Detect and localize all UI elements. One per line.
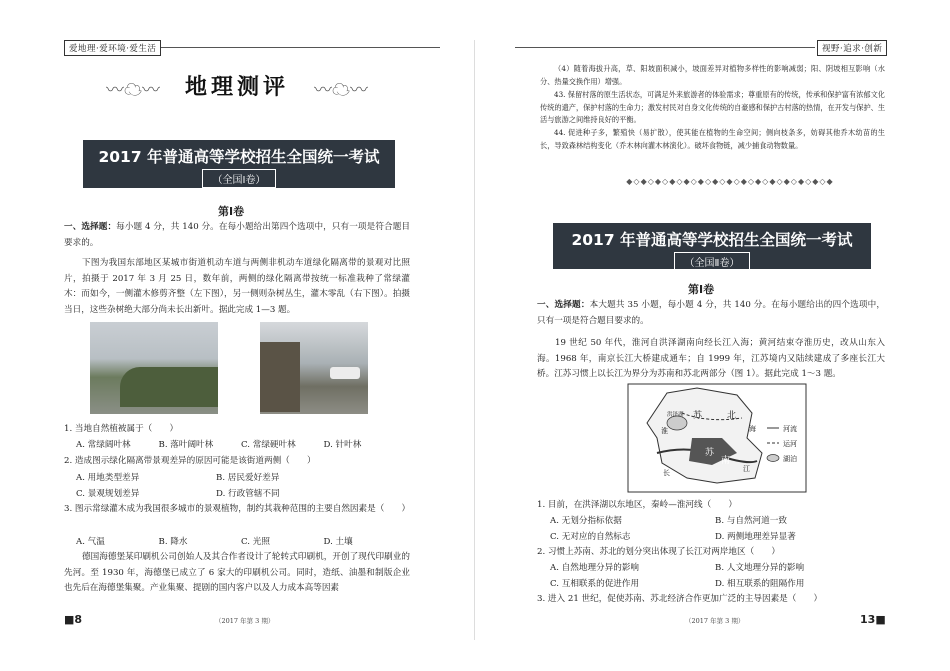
option: C. 互相联系的促进作用	[550, 579, 640, 589]
option: C. 常绿硬叶林	[241, 440, 296, 450]
option: B. 居民爱好差异	[216, 473, 280, 483]
option: A. 用地类型差异	[76, 473, 140, 483]
exam-title: 2017 年普通高等学校招生全国统一考试	[98, 148, 380, 166]
exam-subtitle: （全国Ⅰ卷）	[202, 169, 277, 188]
instruction-text: 本大题共 35 小题，每小题 4 分，共 140 分。在每小题给出的四个选项中，只有一项是符合题目要求的。	[537, 300, 885, 326]
options-2a	[550, 561, 880, 573]
banner-title: 地理测评	[184, 75, 289, 100]
exam-title-box	[83, 140, 395, 188]
legend-lake-icon	[767, 455, 779, 462]
legend-lake: 湖泊	[783, 455, 797, 463]
carry-over-3: 44. 促进种子多，繁殖快（易扩散），使其能在植物的生命空间；侧向枝条多，妨碍其他乔木幼苗的生长，导致森林结构变化（乔木林向灌木林演化）。破坏食物链，减少捕食动物数量。	[540, 128, 885, 150]
option: D. 土壤	[323, 537, 353, 547]
options-2b	[76, 487, 356, 499]
option: D. 行政管辖不同	[216, 489, 280, 499]
options-2b	[550, 577, 880, 589]
map-label: 北	[727, 411, 737, 421]
options-1b	[550, 530, 880, 542]
page-number: ■8	[64, 613, 83, 626]
option: B. 与自然河道一致	[715, 516, 787, 526]
options-2a	[76, 471, 356, 483]
option: C. 无对应的自然标志	[550, 532, 631, 542]
option: A. 自然地理分异的影响	[550, 563, 640, 573]
photo-right	[260, 322, 368, 414]
option: A. 气温	[76, 537, 105, 547]
passage: 下图为我国东部地区某城市街道机动车道与两侧非机动车道绿化隔离带的景观对比照片，拍摄于 2017 年 3 月 25 日，数年前，两侧的绿化隔离带按统一标准栽种了常绿灌木：而如今，一侧灌木修剪齐整（左下图），另一侧则杂树丛生，灌木零乱（右下图）。拍摄当日，这些杂树绝大部分尚未长出新叶。据此完成 1—3 题。	[64, 258, 410, 315]
banner	[98, 68, 376, 104]
photo-left	[90, 322, 218, 414]
exam-title-box	[553, 223, 871, 269]
option: B. 人文地理分异的影响	[715, 563, 805, 573]
jiangsu-map	[627, 383, 807, 493]
question-1: 1. 当地自然植被属于（ ）	[64, 424, 179, 434]
option: A. 常绿阔叶林	[76, 440, 131, 450]
map-label: 苏	[705, 448, 715, 458]
instruction-label: 一、选择题：	[537, 300, 590, 310]
map-label: 苏	[693, 411, 703, 421]
question-3: 3. 图示常绿灌木成为我国很多城市的景观植物，制约其栽种范围的主要自然因素是（ ）	[64, 504, 411, 514]
instruction-label: 一、选择题：	[64, 222, 117, 232]
cloud-right-icon: 〰☁〰	[314, 80, 368, 101]
legend-canal: 运河	[783, 440, 797, 448]
map-label: 长	[663, 469, 670, 477]
option: D. 针叶林	[323, 440, 362, 450]
option: C. 光照	[241, 537, 270, 547]
map-label: 南	[721, 456, 731, 466]
legend-river: 河流	[783, 425, 797, 433]
cloud-left-icon: 〰☁〰	[106, 80, 160, 101]
header-rule	[150, 47, 440, 48]
map-label: 淮	[661, 427, 668, 435]
map-label: 洪泽湖	[667, 412, 684, 418]
question-2: 2. 造成图示绿化隔离带景观差异的原因可能是该街道两侧（ ）	[64, 456, 316, 466]
options-1a	[550, 514, 880, 526]
passage: 19 世纪 50 年代，淮河自洪泽湖南向经长江入海；黄河结束夺淮历史，改从山东入海。1968 年，南京长江大桥建成通车；自 1999 年，江苏境内又陆续建成了多座长江大桥。江苏习惯上以长江为界分为苏南和苏北两部分（图 1）。据此完成 1～3 题。	[537, 338, 885, 379]
carry-over-1: （4）随着海拔升高，草、阳坡面积减小，坡面差异对植物多样性的影响减弱；阳、阴坡相互影响（水分、热量交换作用）增强。	[540, 64, 885, 86]
option: D. 两侧地理差异显著	[715, 532, 796, 542]
option: C. 景观规划差异	[76, 489, 140, 499]
exam-title: 2017 年普通高等学校招生全国统一考试	[571, 231, 853, 249]
options-3	[76, 535, 406, 547]
page-number: 13■	[860, 613, 886, 626]
header-tag: 视野·追求·创新	[817, 40, 887, 56]
instruction	[537, 298, 885, 329]
passage-2: 德国海德堡某印刷机公司创始人及其合作者设计了轮转式印刷机，开创了现代印刷业的先河。至 1930 年，海德堡已成立了 6 家大的印刷机公司。同时，造纸、油墨和制版企业也先后在海德堡集聚。产业集聚、提剧的国内客户以及人力成本高等因素	[64, 552, 410, 593]
exam-subtitle: （全国Ⅱ卷）	[674, 252, 751, 271]
hongze-lake	[667, 416, 687, 430]
option: B. 降水	[158, 537, 188, 547]
question-1: 1. 目前，在洪泽湖以东地区，秦岭—淮河线（ ）	[537, 500, 737, 510]
header-rule	[515, 47, 815, 48]
instruction	[64, 220, 410, 251]
issue-label: （2017 年第 3 期）	[215, 617, 275, 625]
options-1	[76, 438, 406, 450]
question-3: 3. 进入 21 世纪，促使苏南、苏北经济合作更加广泛的主导因素是（ ）	[537, 594, 823, 604]
section-title: 第Ⅰ卷	[218, 205, 245, 218]
question-2: 2. 习惯上苏南、苏北的划分突出体现了长江对两岸地区（ ）	[537, 547, 780, 557]
map-label: 海	[749, 425, 756, 433]
right-page	[475, 0, 950, 671]
option: D. 相互联系的阻隔作用	[715, 579, 805, 589]
section-ornament: ◆◇◆◇◆◇◆◇◆◇◆◇◆◇◆◇◆◇◆◇◆◇◆◇◆◇◆◇◆	[626, 177, 834, 186]
map-label: 江	[743, 465, 750, 473]
option: B. 落叶阔叶林	[158, 440, 214, 450]
issue-label: （2017 年第 3 期）	[685, 617, 745, 625]
option: A. 无划分指标依据	[550, 516, 622, 526]
header-tag: 爱地理·爱环境·爱生活	[64, 40, 161, 56]
carry-over-2: 43. 保留村落的原生活状态，可满足外来旅游者的体验需求；尊重原有的传统，传承和保护富有浓郁文化传统的遗产，保护村落的生命力；激发村民对自身文化传统的自豪感和保护古村落的热情，在开发与保护、生活与旅游之间维持良好的平衡。	[540, 90, 886, 124]
instruction-text: 每小题 4 分，共 140 分。在每小题给出第四个选项中，只有一项是符合题目要求的。	[64, 222, 410, 248]
section-title: 第Ⅰ卷	[688, 283, 715, 296]
